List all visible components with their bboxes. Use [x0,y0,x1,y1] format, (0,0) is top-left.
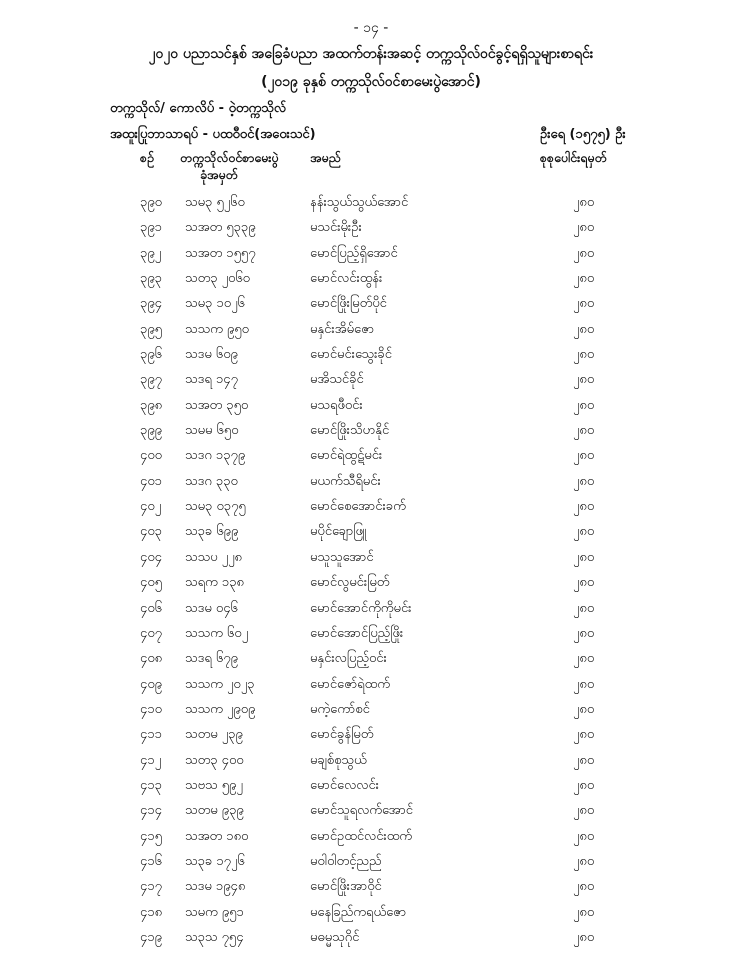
roll-number: သမ၃ ၁၀၂၆ [185,296,245,312]
total-marks: ၂၈၀ [573,372,595,388]
row-number: ၄၀၉ [140,676,162,692]
total-marks: ၂၈၀ [573,625,595,641]
roll-number: သအတ ၅၃၃၉ [185,220,256,236]
results-table [0,190,742,950]
row-number: ၄၁၂ [140,752,162,768]
roll-number: သဒမ ၆၀၉ [185,347,238,363]
roll-number: သဒမ ၀၄၆ [185,600,238,616]
roll-number: သအတ ၁၅၅၇ [185,245,256,261]
roll-number: သ၃ခ ၁၇၂၆ [185,853,245,869]
table-row [0,469,742,494]
student-name: မောင်လင်းထွန်း [310,271,383,287]
student-count-label: ဦးရေ (၁၅၇၅) ဦး [540,127,626,142]
column-header-no: စဉ် [140,150,154,165]
table-row [0,798,742,823]
university-label: တက္ကသိုလ်/ ကောလိပ် - ဝဲ့တက္ကသိုလ် [110,101,287,116]
student-name: နန်းသွယ်သွယ်အောင် [310,195,409,210]
row-number: ၃၉၁ [140,220,162,236]
roll-number: သဒဂ ၁၃၇၉ [185,448,246,464]
student-name: မောင်ခွန်မြတ် [310,727,374,743]
student-name: မနှင်းလပြည့်ဝင်း [310,651,387,667]
row-number: ၄၀၁ [140,473,162,489]
roll-number: သတ၃ ၄၀၀ [185,752,244,768]
roll-number: သသက ၆၀၂ [185,625,249,641]
table-row [0,722,742,747]
roll-number: သမက ၉၅၁ [185,904,244,920]
student-name: မနှင်းအိမ်ဇော [310,321,375,337]
table-row [0,697,742,722]
table-row [0,570,742,595]
row-number: ၃၉၉ [140,423,162,439]
row-number: ၄၁၃ [140,777,162,793]
table-row [0,393,742,418]
table-row [0,418,742,443]
table-row [0,545,742,570]
total-marks: ၂၈၀ [573,499,595,515]
total-marks: ၂၈၀ [573,473,595,489]
total-marks: ၂၈၀ [573,651,595,667]
total-marks: ၂၈၀ [573,448,595,464]
row-number: ၃၉၄ [140,296,162,312]
table-row [0,519,742,544]
table-row [0,494,742,519]
student-name: မောင်ဥထင်လင်းထက် [310,828,413,844]
roll-number: သဒဂ ၃၃၀ [185,473,238,489]
roll-number: သသက ၂၀၂၃ [185,676,255,692]
column-header-name: အမည် [310,150,341,165]
student-name: မကဲ့ကော်စင် [310,701,370,717]
row-number: ၃၉၈ [140,397,163,413]
table-row [0,215,742,240]
student-name: မသရဖီဝင်း [310,397,363,413]
total-marks: ၂၈၀ [573,929,595,945]
roll-number: သဗသ ၅၉၂ [185,777,243,793]
student-name: မအိသင်ခိုင် [310,372,364,388]
student-name: မနေခြည်ကရယ်ဇော [310,904,407,920]
total-marks: ၂၈၀ [573,904,595,920]
row-number: ၄၀၅ [140,575,162,591]
student-name: မယက်သီရိမင်း [310,473,381,489]
total-marks: ၂၈၀ [573,271,595,287]
document-subtitle: (၂၀၁၉ ခုနှစ် တက္ကသိုလ်ဝင်စာမေးပွဲအောင်) [261,74,481,90]
table-row [0,849,742,874]
roll-number: သသက ၂၉၀၉ [185,701,256,717]
row-number: ၄၀၀ [140,448,162,464]
roll-number: သတမ ၉၃၉ [185,803,244,819]
student-name: မပိုင်ချောဖြူ [310,524,367,540]
column-header-roll: တက္ကသိုလ်ဝင်စာမေးပွဲ [180,150,279,165]
student-name: မောင်လွမင်းမြတ် [310,575,390,591]
row-number: ၄၀၃ [140,524,162,540]
total-marks: ၂၈၀ [573,220,595,236]
total-marks: ၂၈၀ [573,245,595,261]
roll-number: သအတ ၁၈၀ [185,828,249,844]
column-header-roll-line2: ခုံအမှတ် [200,167,238,182]
student-name: မောင်ဖြိုးအာဝိုင် [310,879,382,895]
total-marks: ၂၈၀ [573,777,595,793]
student-name: မောင်မင်းသွေးခိုင် [310,347,392,363]
roll-number: သဒမ ၁၉၄၈ [185,879,246,895]
student-name: မဓမ္မသုဂိုင် [310,929,360,945]
table-row [0,900,742,925]
total-marks: ၂၈၀ [573,803,595,819]
table-row [0,241,742,266]
roll-number: သတ၃ ၂၀၆၀ [185,271,250,287]
row-number: ၄၀၇ [140,625,162,641]
row-number: ၃၉၆ [140,347,162,363]
total-marks: ၂၈၀ [573,296,595,312]
student-name: မောင်ဖြိုးမြတ်ပိုင် [310,296,387,312]
total-marks: ၂၈၀ [573,853,595,869]
roll-number: သဒရ ၁၄၇ [185,372,238,388]
total-marks: ၂၈၀ [573,347,595,363]
row-number: ၃၉၃ [140,271,162,287]
student-name: မချစ်စုသွယ် [310,752,367,768]
total-marks: ၂၈၀ [573,676,595,692]
row-number: ၄၀၂ [140,499,162,515]
student-name: မောင်သူရလက်အောင် [310,803,414,819]
roll-number: သမမ ၆၅၀ [185,423,239,439]
total-marks: ၂၈၀ [573,828,595,844]
total-marks: ၂၈၀ [573,752,595,768]
row-number: ၃၉၇ [140,372,162,388]
row-number: ၄၀၆ [140,600,162,616]
table-row [0,367,742,392]
table-row [0,748,742,773]
row-number: ၄၁၆ [140,853,162,869]
total-marks: ၂၈၀ [573,549,595,565]
row-number: ၄၁၁ [140,727,162,743]
total-marks: ၂၈၀ [573,727,595,743]
column-header-marks: စုစုပေါင်းရမှတ် [540,150,607,165]
document-title: ၂၀၂၀ ပညာသင်နှစ် အခြေခံပညာ အထက်တန်းအဆင့် တက္ကသိုလ်ဝင်ခွင့်ရရှိသူများစာရင်း [148,46,594,62]
row-number: ၄၁၅ [140,828,162,844]
roll-number: သ၃သ ၇၅၄ [185,929,244,945]
row-number: ၄၁၇ [140,879,162,895]
roll-number: သရက ၁၃၈ [185,575,244,591]
table-row [0,773,742,798]
table-row [0,317,742,342]
row-number: ၃၉၂ [140,245,162,261]
total-marks: ၂၈၀ [573,423,595,439]
page-number: - ၁၄ - [353,20,389,36]
student-name: မောင်စေအောင်းခက် [310,499,406,515]
row-number: ၄၀၈ [140,651,163,667]
table-row [0,190,742,215]
table-row [0,291,742,316]
student-name: မောင်လေလင်း [310,777,379,793]
table-row [0,266,742,291]
student-name: မသင်းမိုးဦး [310,220,362,236]
roll-number: သသက ၉၅၀ [185,321,249,337]
total-marks: ၂၈၀ [573,600,595,616]
student-name: မောင်အောင်ကိုကိုမင်း [310,600,412,616]
student-name: မောင်ဇော်ရဲထက် [310,676,390,692]
table-row [0,824,742,849]
row-number: ၄၁၈ [140,904,163,920]
row-number: ၄၁၄ [140,803,162,819]
table-row [0,342,742,367]
row-number: ၃၉၅ [140,321,162,337]
student-name: မောင်အောင်ပြည့်ဖြိုး [310,625,404,641]
table-row [0,646,742,671]
total-marks: ၂၈၀ [573,879,595,895]
student-name: မဝါဝါတင့်ညည် [310,853,382,869]
row-number: ၄၀၄ [140,549,162,565]
roll-number: သအတ ၃၅၀ [185,397,249,413]
major-subject-label: အထူးပြုဘာသာရပ် - ပထဝီဝင်(အဝေးသင်) [110,127,316,142]
row-number: ၃၉၀ [140,195,162,210]
roll-number: သဒရ ၆၇၉ [185,651,238,667]
student-name: မောင်ပြည့်ရှိအောင် [310,245,398,261]
table-row [0,672,742,697]
roll-number: သမ၃ ၅၂၆၀ [185,195,245,210]
table-row [0,621,742,646]
total-marks: ၂၈၀ [573,701,595,717]
table-row [0,874,742,899]
total-marks: ၂၈၀ [573,575,595,591]
row-number: ၄၁၀ [140,701,162,717]
table-row [0,925,742,950]
roll-number: သမ၃ ၀၃၇၅ [185,499,246,515]
student-name: မသူသူအောင် [310,549,374,565]
student-name: မောင်ဖြိုးသိဟနိုင် [310,423,390,439]
total-marks: ၂၈၀ [573,524,595,540]
roll-number: သတမ ၂၃၉ [185,727,243,743]
row-number: ၄၁၉ [140,929,162,945]
table-row [0,596,742,621]
total-marks: ၂၈၀ [573,397,595,413]
total-marks: ၂၈၀ [573,321,595,337]
total-marks: ၂၈၀ [573,195,595,210]
roll-number: သသပ ၂၂၈ [185,549,242,565]
table-row [0,443,742,468]
student-name: မောင်ရဲထွဋ်မင်း [310,448,383,464]
roll-number: သ၃ခ ၆၉၉ [185,524,239,540]
